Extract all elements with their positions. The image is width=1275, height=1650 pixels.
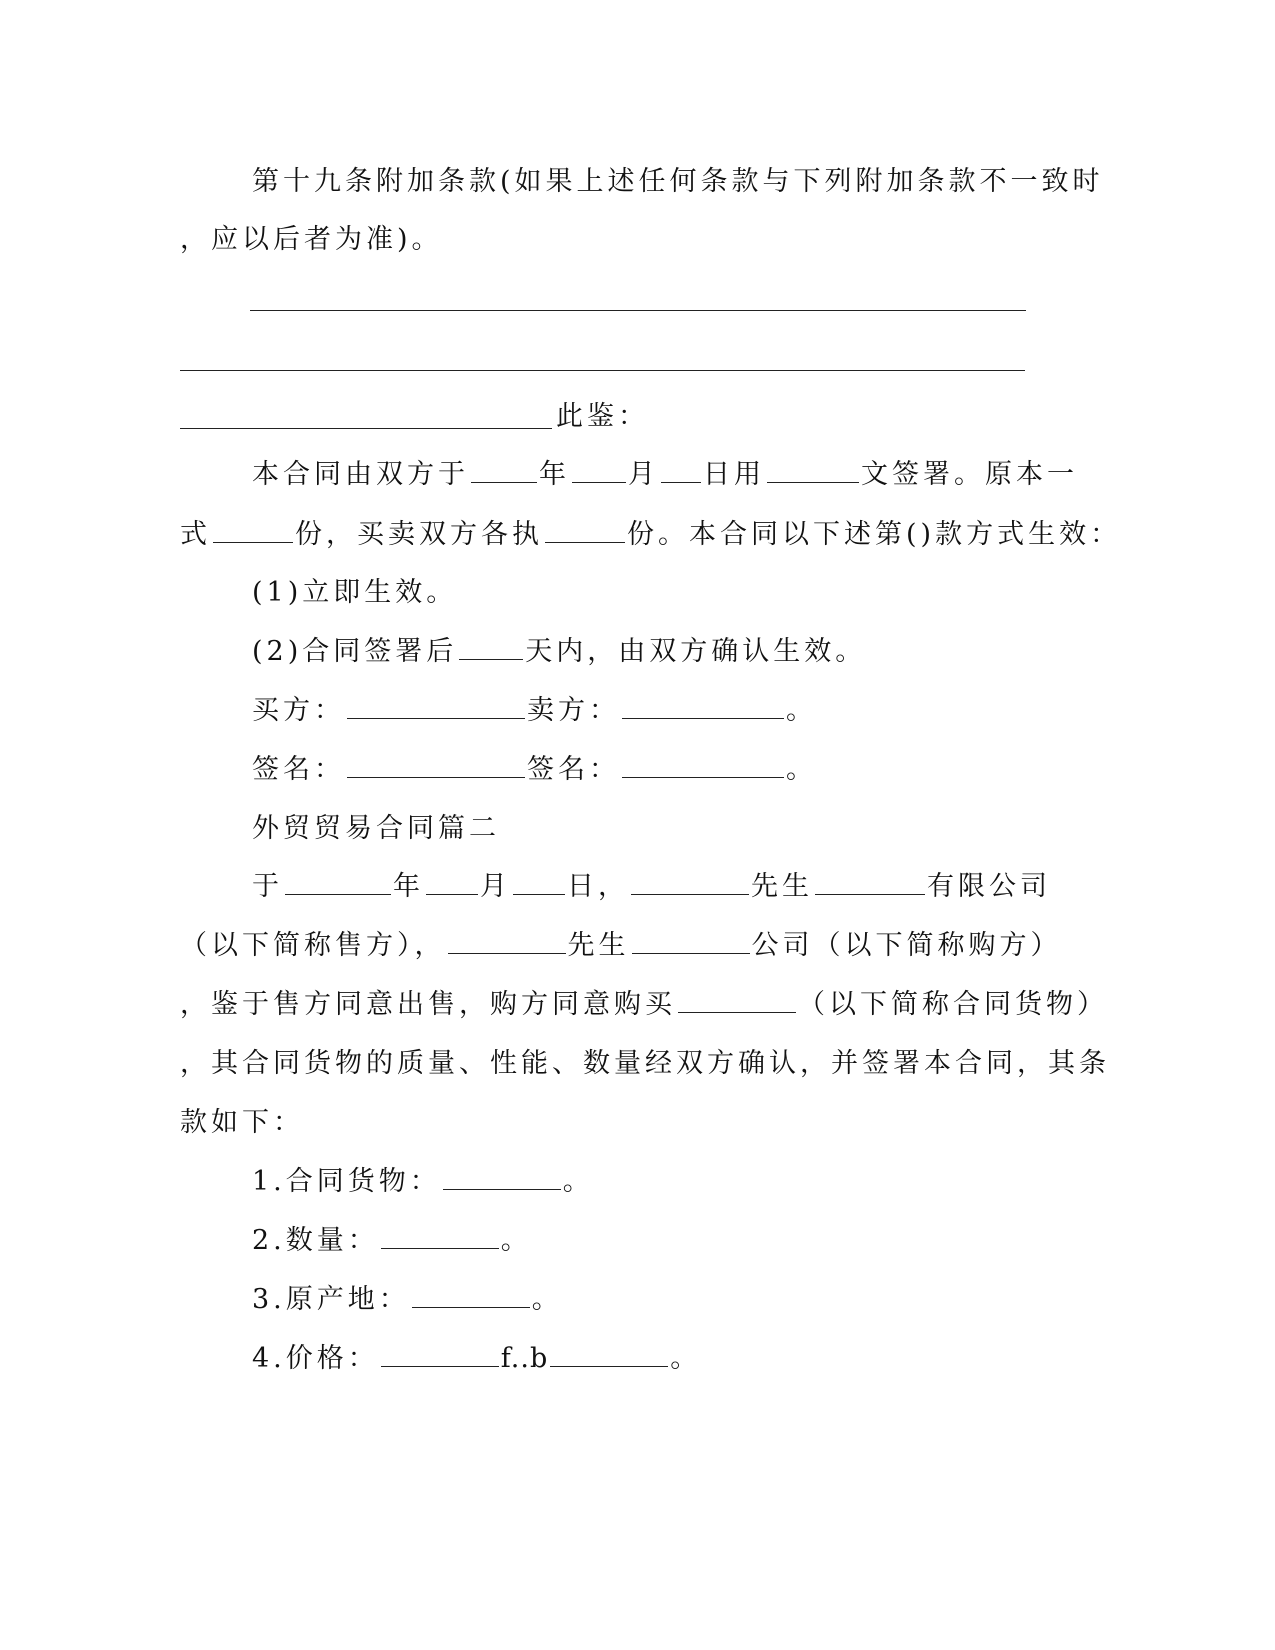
quantity-blank xyxy=(381,1226,499,1249)
period: 。 xyxy=(562,1166,594,1197)
option-2 xyxy=(252,635,866,669)
copies-each-blank xyxy=(545,520,625,543)
intro-text: 先生 xyxy=(567,930,630,961)
additional-terms-blank-line xyxy=(180,370,1025,371)
signing-text: 份。本合同以下述第()款方式生效： xyxy=(627,519,1122,550)
period: 。 xyxy=(500,1225,532,1256)
intro-text: 年 xyxy=(393,871,424,902)
goods-blank xyxy=(678,990,796,1013)
period: 。 xyxy=(531,1284,563,1315)
signing-text: 日用 xyxy=(703,459,765,490)
buyer-signature-blank xyxy=(347,755,525,778)
intro-line-2 xyxy=(180,929,1062,963)
clause-2 xyxy=(252,1224,532,1258)
company-blank xyxy=(632,931,750,954)
copies-blank xyxy=(213,520,293,543)
year-blank xyxy=(471,460,537,483)
clause-label: 4.价格： xyxy=(252,1343,379,1374)
intro-text: 有限公司 xyxy=(927,871,1051,902)
day-blank xyxy=(513,872,565,895)
option-1: (1)立即生效。 xyxy=(252,577,458,608)
intro-text: 于 xyxy=(252,871,283,902)
name-blank xyxy=(631,872,749,895)
buyer-label: 买方： xyxy=(252,695,345,726)
month-blank xyxy=(572,460,626,483)
intro-text: 先生 xyxy=(751,871,813,902)
price-blank xyxy=(381,1344,499,1367)
month-blank xyxy=(426,872,478,895)
intro-text: （以下简称合同货物） xyxy=(798,989,1108,1020)
signing-text: 式 xyxy=(180,519,211,550)
additional-terms-blank-line xyxy=(250,310,1026,311)
parties-line xyxy=(252,694,817,728)
company-blank xyxy=(815,872,925,895)
intro-text: 公司（以下简称购方） xyxy=(751,930,1062,961)
intro-text: ，鉴于售方同意出售，购方同意购买 xyxy=(180,989,676,1020)
period: 。 xyxy=(670,1343,702,1374)
goods-blank xyxy=(443,1167,561,1190)
clause-label: 3.原产地： xyxy=(252,1284,410,1315)
article-19-line-2: ，应以后者为准)。 xyxy=(180,224,443,255)
day-blank xyxy=(661,460,701,483)
signing-text: 年 xyxy=(539,459,570,490)
signing-paragraph-line-2 xyxy=(180,518,1121,552)
intro-text: 日， xyxy=(567,871,629,902)
signing-text: 份，买卖双方各执 xyxy=(295,519,543,550)
signing-text: 文签署。原本一 xyxy=(861,459,1078,490)
clause-label: 1.合同货物： xyxy=(252,1166,441,1197)
seller-label: 卖方： xyxy=(527,695,620,726)
buyer-blank xyxy=(347,696,525,719)
intro-line-5: 款如下： xyxy=(180,1107,304,1138)
price-term: f..b xyxy=(500,1343,549,1374)
intro-text: 月 xyxy=(480,871,511,902)
section-title: 外贸贸易合同篇二 xyxy=(252,813,500,844)
signing-text: 本合同由双方于 xyxy=(252,459,469,490)
buyer-signature-label: 签名： xyxy=(252,754,345,785)
signing-paragraph-line-1 xyxy=(252,458,1078,492)
option-2-text: 天内，由双方确认生效。 xyxy=(525,636,867,667)
seller-blank xyxy=(622,696,784,719)
option-2-text: (2)合同签署后 xyxy=(252,636,458,667)
origin-blank xyxy=(412,1285,530,1308)
language-blank xyxy=(767,460,859,483)
intro-line-1 xyxy=(252,870,1051,904)
period: 。 xyxy=(786,754,817,785)
signatures-line xyxy=(252,753,817,787)
clause-3 xyxy=(252,1283,563,1317)
price-blank xyxy=(550,1344,668,1367)
clause-4 xyxy=(252,1342,701,1376)
intro-line-3 xyxy=(180,988,1108,1022)
clause-label: 2.数量： xyxy=(252,1225,379,1256)
year-blank xyxy=(285,872,391,895)
intro-line-4: ，其合同货物的质量、性能、数量经双方确认，并签署本合同，其条 xyxy=(180,1048,1110,1079)
clause-1 xyxy=(252,1165,594,1199)
period: 。 xyxy=(786,695,817,726)
days-blank xyxy=(459,637,523,660)
witness-text: 此鉴： xyxy=(556,401,649,432)
additional-terms-blank-line xyxy=(180,428,552,429)
name-blank xyxy=(448,931,566,954)
intro-text: （以下简称售方）， xyxy=(180,930,446,961)
seller-signature-label: 签名： xyxy=(527,754,620,785)
article-19-line-1: 第十九条附加条款(如果上述任何条款与下列附加条款不一致时 xyxy=(252,166,1104,197)
signing-text: 月 xyxy=(628,459,659,490)
seller-signature-blank xyxy=(622,755,784,778)
